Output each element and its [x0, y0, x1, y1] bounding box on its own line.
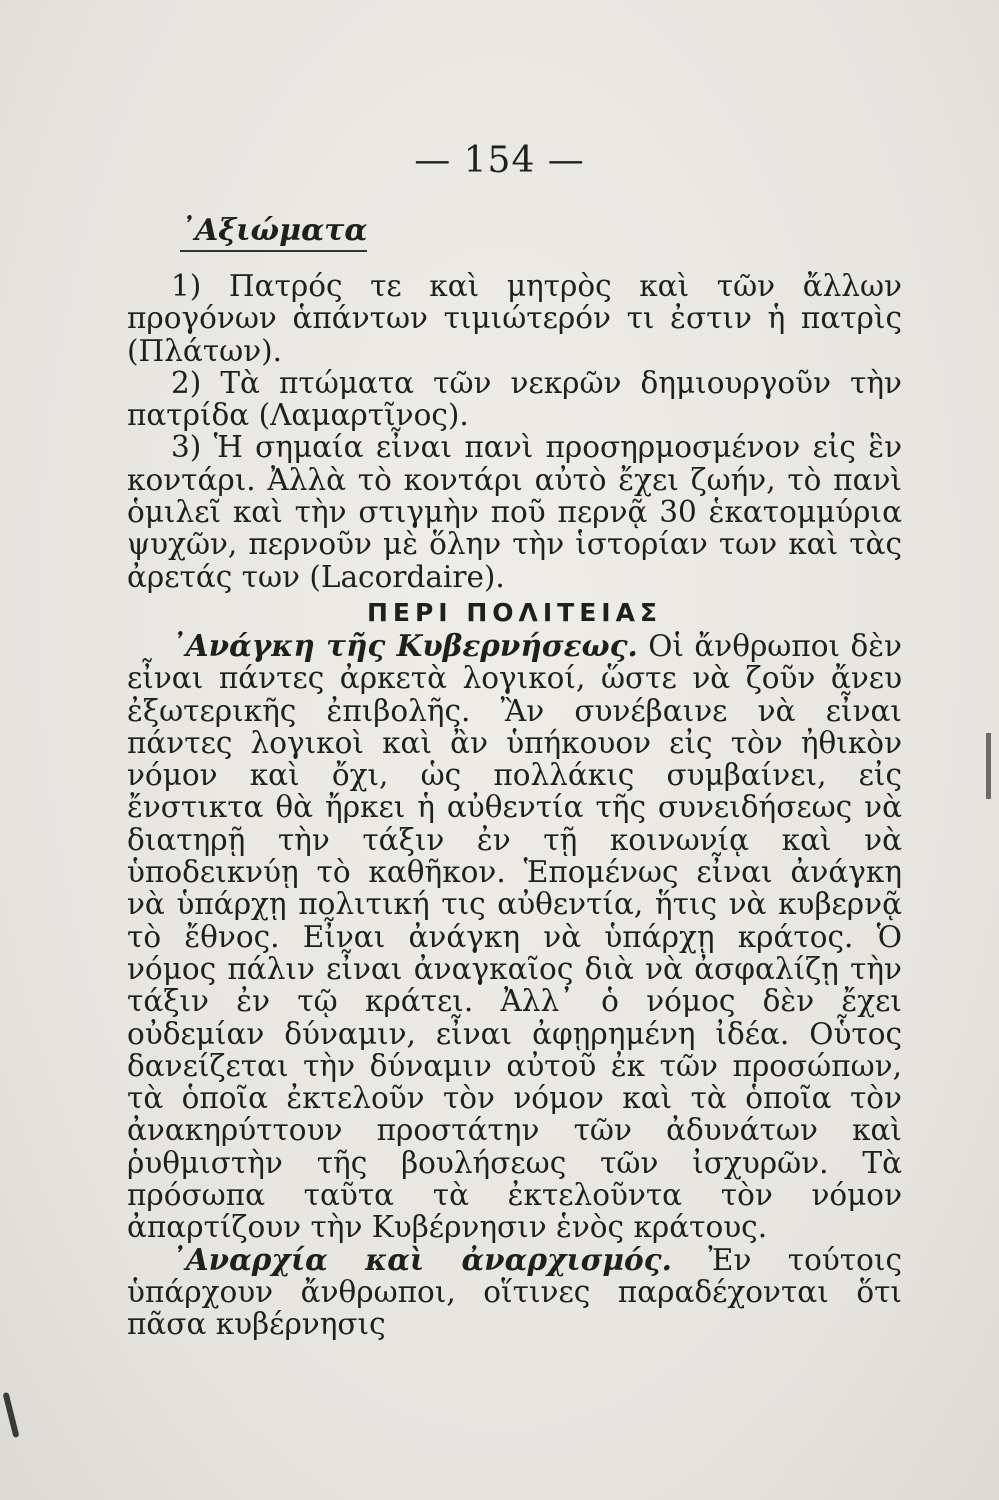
paragraph-anarchy [127, 1241, 902, 1342]
page-number: — 154 — [414, 140, 585, 181]
paragraph-text-anarchy: Ἐν τούτοις ὑπάρχουν ἄνθρωποι, οἵτινες παραδέχονται ὅτι πᾶσα κυβέρνησις [127, 1242, 902, 1342]
axiom-3: 3) Ἡ σημαία εἶναι πανὶ προσηρμοσμένον εἰς ἓν κοντάρι. Ἀλλὰ τὸ κοντάρι αὐτὸ ἔχει ζωήν, τὸ πανὶ ὁμιλεῖ καὶ τὴν στιγμὴν ποῦ περνᾷ 30 ἑκατομμύρια ψυχῶν, περνοῦν μὲ ὅλην τὴν ἱστορίαν των καὶ τὰς ἀρετάς των (Lacordaire). [127, 430, 902, 594]
paragraph-lead-anarchy: ᾽Αναρχία καὶ ἀναρχισμός. [171, 1241, 672, 1277]
axiom-2: 2) Τὰ πτώματα τῶν νεκρῶν δημιουργοῦν τὴν πατρίδα (Λαμαρτῖνος). [127, 365, 902, 433]
scan-edge-mark [986, 733, 991, 799]
chapter-heading: ΠΕΡΙ ΠΟΛΙΤΕΙΑΣ [366, 597, 662, 627]
section-title-axioms: ᾽Αξιώματα [180, 213, 367, 252]
axiom-1: 1) Πατρός τε καὶ μητρὸς καὶ τῶν ἄλλων προγόνων ἁπάντων τιμιώτερόν τι ἐστιν ἡ πατρὶς (Πλάτων). [127, 269, 902, 368]
scan-ink-mark [3, 1392, 20, 1438]
page-body [127, 270, 902, 1341]
paragraph-lead-government: ᾽Ανάγκη τῆς Κυβερνήσεως. [171, 627, 638, 663]
paragraph-government-necessity [127, 627, 902, 1245]
paragraph-text-government: Οἱ ἄνθρωποι δὲν εἶναι πάντες ἀρκετὰ λογικοί, ὥστε νὰ ζοῦν ἄνευ ἐξωτερικῆς ἐπιβολῆς. Ἂν συνέβαινε νὰ εἶναι πάντες λογικοὶ καὶ ἂν ὑπήκουον εἰς τὸν ἠθικὸν νόμον καὶ ὄχι, ὡς πολλάκις συμβαίνει, εἰς ἔνστικτα θὰ ἤρκει ἡ αὐθεντία τῆς συνειδήσεως νὰ διατηρῇ τὴν τάξιν ἐν τῇ κοινωνίᾳ καὶ νὰ ὑποδεικνύῃ τὸ καθῆκον. Ἑπομένως εἶναι ἀνάγκη νὰ ὑπάρχῃ πολιτική τις αὐθεντία, ἥτις νὰ κυβερνᾷ τὸ ἔθνος. Εἶναι ἀνάγκη νὰ ὑπάρχῃ κράτος. Ὁ νόμος πάλιν εἶναι ἀναγκαῖος διὰ νὰ ἀσφαλίζῃ τὴν τάξιν ἐν τῷ κράτει. Ἀλλ᾽ ὁ νόμος δὲν ἔχει οὐδεμίαν δύναμιν, εἶναι ἀφῃρημένη ἰδέα. Οὗτος δανείζεται τὴν δύναμιν αὐτοῦ ἐκ τῶν προσώπων, τὰ ὁποῖα ἐκτελοῦν τὸν νόμον καὶ τὰ ὁποῖα τὸν ἀνακηρύττουν προστάτην τῶν ἀδυνάτων καὶ ῥυθμιστὴν τῆς βουλήσεως τῶν ἰσχυρῶν. Τὰ πρόσωπα ταῦτα τὰ ἐκτελοῦντα τὸν νόμον ἀπαρτίζουν τὴν Κυβέρνησιν ἑνὸς κράτους. [127, 628, 902, 1245]
